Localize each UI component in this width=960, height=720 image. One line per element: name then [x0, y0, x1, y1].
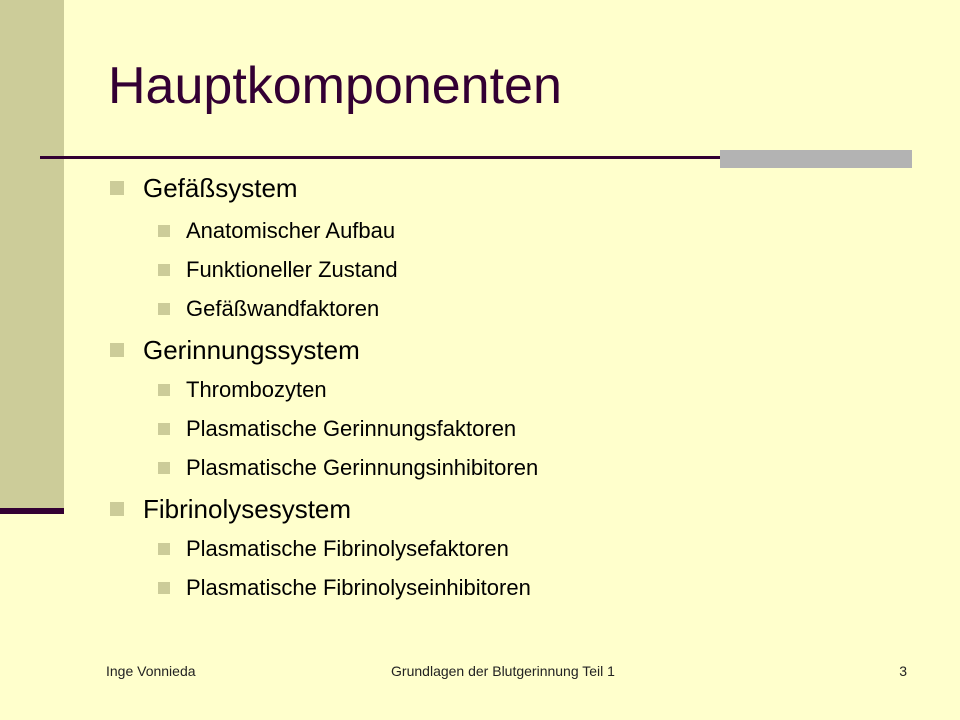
section-label: Gerinnungssystem	[143, 334, 360, 365]
sub-item	[158, 377, 327, 403]
sub-item-label: Thrombozyten	[186, 377, 327, 402]
footer-page-number: 3	[899, 663, 907, 679]
square-bullet-icon	[158, 423, 170, 435]
footer-course-title: Grundlagen der Blutgerinnung Teil 1	[391, 663, 615, 679]
sub-item-label: Plasmatische Gerinnungsinhibitoren	[186, 455, 539, 480]
square-bullet-icon	[110, 181, 124, 195]
sub-item-label: Funktioneller Zustand	[186, 257, 398, 282]
sub-item-label: Plasmatische Fibrinolysefaktoren	[186, 536, 509, 561]
square-bullet-icon	[110, 502, 124, 516]
square-bullet-icon	[158, 225, 170, 237]
sub-item	[158, 536, 509, 562]
square-bullet-icon	[110, 343, 124, 357]
square-bullet-icon	[158, 264, 170, 276]
section-item	[110, 494, 351, 524]
square-bullet-icon	[158, 462, 170, 474]
section-item	[110, 173, 298, 203]
section-item	[110, 335, 360, 365]
section-label: Fibrinolysesystem	[143, 493, 352, 524]
sub-item	[158, 416, 516, 442]
sub-item	[158, 257, 398, 283]
square-bullet-icon	[158, 543, 170, 555]
square-bullet-icon	[158, 303, 170, 315]
sub-item	[158, 218, 395, 244]
sub-item-label: Gefäßwandfaktoren	[186, 296, 380, 321]
sub-item	[158, 296, 379, 322]
sub-item-label: Anatomischer Aufbau	[186, 218, 396, 243]
square-bullet-icon	[158, 582, 170, 594]
section-label: Gefäßsystem	[143, 172, 298, 203]
sub-item	[158, 455, 538, 481]
footer-author: Inge Vonnieda	[106, 663, 196, 679]
sub-item-label: Plasmatische Fibrinolyseinhibitoren	[186, 575, 531, 600]
slide-title: Hauptkomponenten	[108, 57, 562, 115]
sub-item-label: Plasmatische Gerinnungsfaktoren	[186, 416, 517, 441]
square-bullet-icon	[158, 384, 170, 396]
sub-item	[158, 575, 531, 601]
